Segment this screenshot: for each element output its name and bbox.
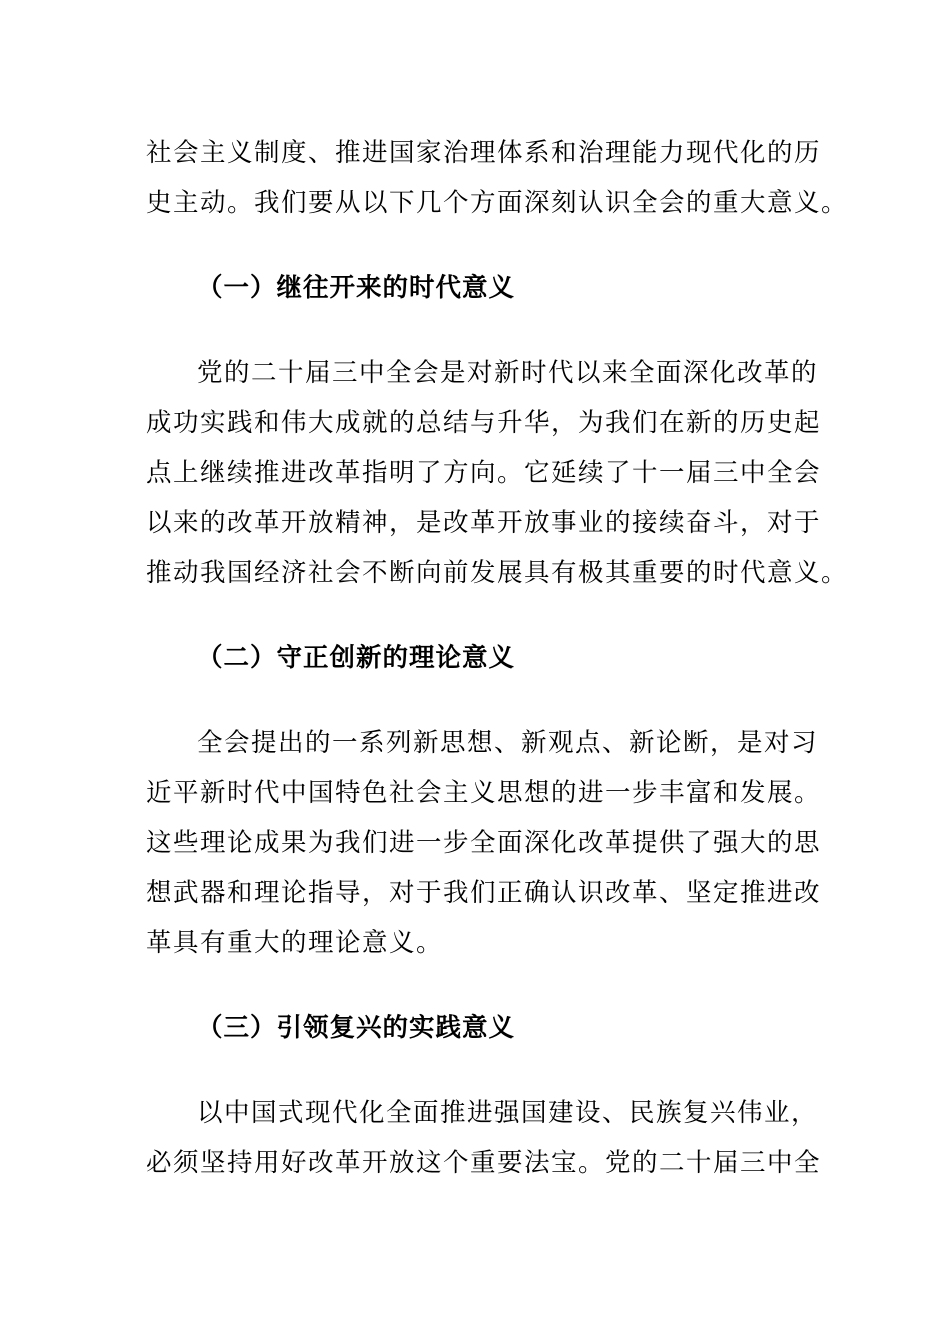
section1-heading: （一）继往开来的时代意义 bbox=[197, 273, 516, 303]
intro-line-2: 史主动。我们要从以下几个方面深刻认识全会的重大意义。 bbox=[146, 188, 849, 218]
section2-line-2: 近平新时代中国特色社会主义思想的进一步丰富和发展。 bbox=[146, 778, 822, 808]
intro-line-1: 社会主义制度、推进国家治理体系和治理能力现代化的历 bbox=[146, 138, 822, 168]
section1-line-1: 党的二十届三中全会是对新时代以来全面深化改革的 bbox=[197, 358, 819, 388]
section1-line-3: 点上继续推进改革指明了方向。它延续了十一届三中全会 bbox=[146, 458, 822, 488]
section1-line-4: 以来的改革开放精神，是改革开放事业的接续奋斗，对于 bbox=[146, 508, 822, 538]
section1-line-5: 推动我国经济社会不断向前发展具有极其重要的时代意义。 bbox=[146, 558, 849, 588]
section1-line-2: 成功实践和伟大成就的总结与升华，为我们在新的历史起 bbox=[146, 408, 822, 438]
section2-line-5: 革具有重大的理论意义。 bbox=[146, 928, 444, 958]
section3-line-2: 必须坚持用好改革开放这个重要法宝。党的二十届三中全 bbox=[146, 1148, 822, 1178]
section2-line-1: 全会提出的一系列新思想、新观点、新论断，是对习 bbox=[197, 728, 819, 758]
section2-line-4: 想武器和理论指导，对于我们正确认识改革、坚定推进改 bbox=[146, 878, 822, 908]
section3-heading: （三）引领复兴的实践意义 bbox=[197, 1013, 516, 1043]
section3-line-1: 以中国式现代化全面推进强国建设、民族复兴伟业， bbox=[197, 1098, 819, 1128]
section2-heading: （二）守正创新的理论意义 bbox=[197, 643, 516, 673]
section2-line-3: 这些理论成果为我们进一步全面深化改革提供了强大的思 bbox=[146, 828, 822, 858]
